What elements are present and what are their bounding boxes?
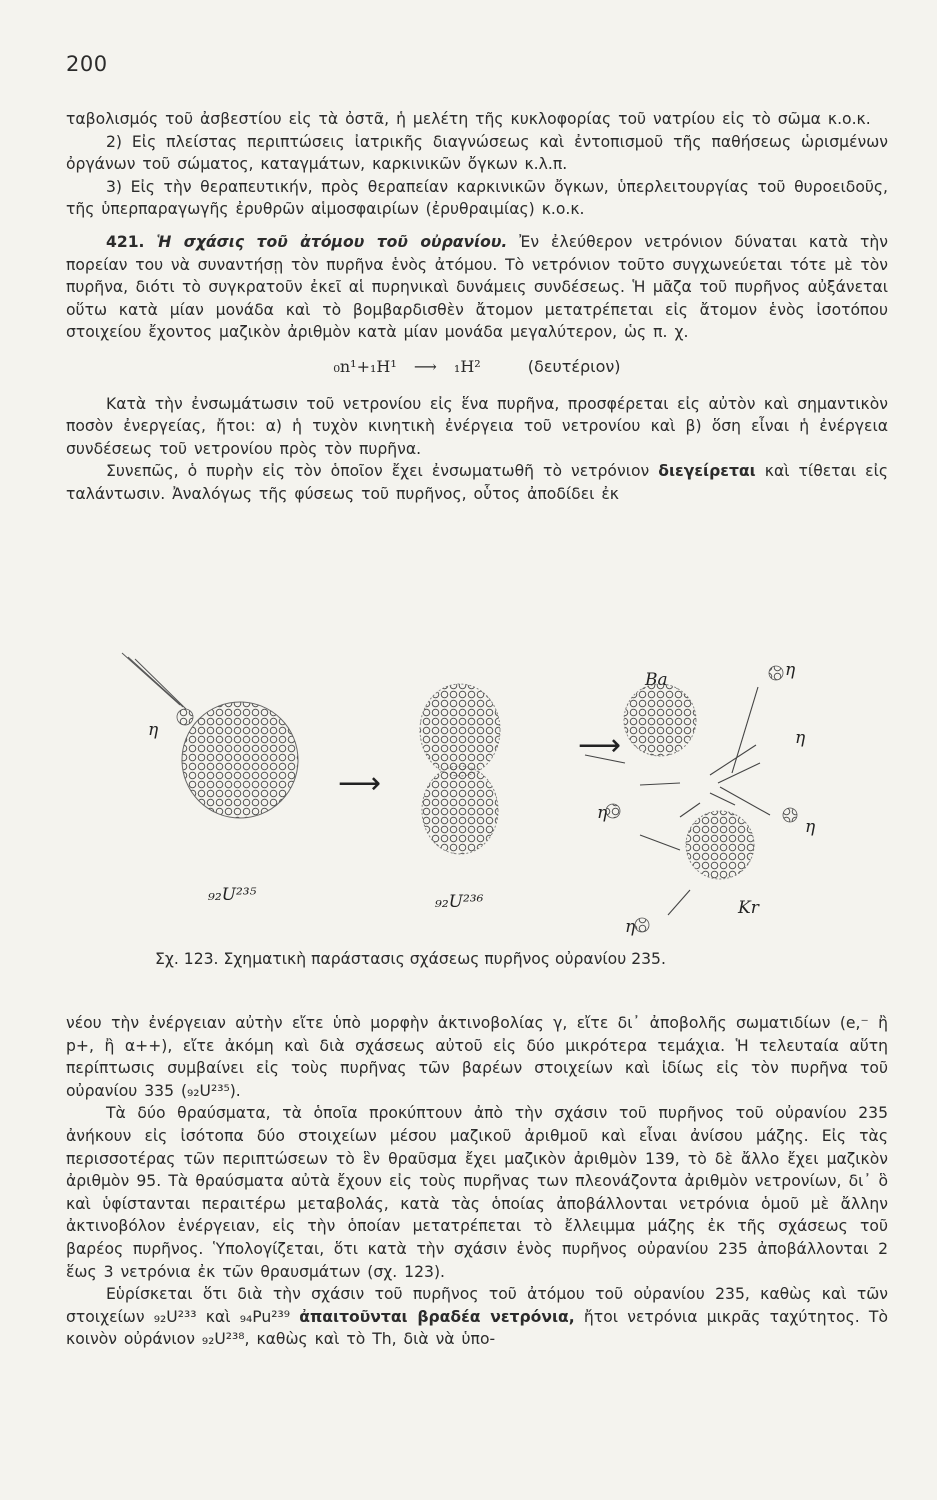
neutron-trail-lines — [122, 653, 186, 709]
label-neutron-4: η — [805, 817, 816, 837]
slow-neutrons-bold: ἀπαιτοῦνται βραδέα νετρόνια, — [299, 1307, 575, 1326]
excitation-text-end: καὶ τίθεται εἰς ταλάντωσιν. Ἀναλόγως τῆς φύσεως τοῦ πυρῆνος, οὗτος ἀποδίδει ἐκ — [66, 462, 888, 503]
text-block-top — [66, 108, 888, 506]
fission-figure — [80, 645, 880, 955]
section-body: Ἐν ἐλεύθερον νετρόνιον δύναται κατὰ τὴν πορείαν του νὰ συναντήσῃ τὸν πυρῆνα ἑνὸς ἀτόμου. Τὸ νετρόνιον τοῦτο συγχωνεύεται τότε μὲ τὸν πυρῆνα, διότι τὸ συγκρατοῦν ἐκεῖ αἱ πυρηνικαὶ δυνάμεις συνδέσεως. Ἡ μᾶζα τοῦ πυρῆνος αὐξάνεται οὕτω κατὰ μίαν μονάδα καὶ τὸ βομβαρδισθὲν ἄτομον μετατρέπεται εἰς ἄτομον ἑνὸς ἰσοτόπου στοιχείου ἔχοντος μαζικὸν ἀριθμὸν κατὰ μίαν μονάδα μεγαλύτερον, ὡς π. χ. — [66, 232, 888, 342]
label-kr: Kr — [738, 898, 759, 918]
figure-caption: Σχ. 123. Σχηματικὴ παράστασις σχάσεως πυρῆνος οὐρανίου 235. — [155, 950, 666, 968]
reaction-formula — [66, 356, 888, 379]
fission-diagram — [80, 645, 880, 955]
incoming-neutron — [177, 709, 193, 725]
formula-lhs: ₀n¹+₁H¹ — [333, 356, 397, 376]
paragraph-energy-release: νέου τὴν ἐνέργειαν αὐτὴν εἴτε ὑπὸ μορφὴν ἀκτινοβολίας γ, εἴτε δι᾿ ἀποβολῆς σωματιδίων (e,⁻ ἢ p+, ἢ α++), εἴτε ἀκόμη καὶ διὰ σχάσεως αὐτοῦ εἰς δύο μικρότερα τεμάχια. Ἡ τελευταία αὕτη περίπτωσις συμβαίνει εἰς τοὺς πυρῆνας τῶν βαρέων στοιχείων καὶ ἰδίως εἰς τὸν πυρῆνα τοῦ οὐρανίου 335 (₉₂U²³⁵). — [66, 1014, 888, 1100]
arrow-2: ⟶ — [578, 728, 622, 763]
krypton-fragment — [686, 811, 754, 879]
section-number: 421. — [106, 232, 145, 251]
label-neutron-1: η — [785, 660, 796, 680]
paragraph-list-2: 2) Εἰς πλείστας περιπτώσεις ἰατρικῆς διαγνώσεως καὶ ἐντοπισμοῦ τῆς παθήσεως ὡρισμένων ὀργάνων τοῦ σώματος, καταγμάτων, καρκινικῶν ὄγκων κ.λ.π. — [66, 132, 888, 174]
uranium-236-nucleus — [420, 684, 500, 854]
label-u236: ₉₂U²³⁶ — [435, 892, 484, 912]
text-block-bottom — [66, 1012, 888, 1351]
section-title: Ἡ σχάσις τοῦ ἀτόμου τοῦ οὐρανίου. — [156, 232, 508, 251]
label-neutron-5: η — [625, 917, 636, 937]
formula-rhs: ₁H² — [453, 356, 481, 376]
formula-note: (δευτέριον) — [527, 356, 621, 376]
slow-neutrons-start: Εὑρίσκεται ὅτι διὰ τὴν σχάσιν τοῦ πυρῆνος τοῦ ἀτόμου τοῦ οὐρανίου 235, καθὼς καὶ τῶν στοιχείων ₉₂U²³³ καὶ ₉₄Pu²³⁹ — [66, 1285, 888, 1326]
page-number: 200 — [66, 52, 108, 76]
section-paragraph — [66, 231, 888, 344]
barium-fragment — [624, 684, 696, 756]
label-ba: Ba — [645, 670, 668, 690]
slow-neutrons-end: ἤτοι νετρόνια μικρᾶς ταχύτητος. Τὸ κοινὸν οὐράνιον ₉₂U²³⁸, καθὼς καὶ τὸ Th, διὰ νὰ ὑπο- — [66, 1307, 888, 1349]
excitation-bold: διεγείρεται — [658, 462, 756, 481]
arrow-1: ⟶ — [338, 766, 382, 801]
paragraph-slow-neutrons — [66, 1283, 888, 1351]
uranium-235-nucleus — [182, 702, 298, 818]
paragraph-continuation: ταβολισμός τοῦ ἀσβεστίου εἰς τὰ ὀστᾶ, ἡ μελέτη τῆς κυκλοφορίας τοῦ νατρίου εἰς τὸ σῶμα κ.ο.κ. — [66, 110, 871, 128]
paragraph-energy: Κατὰ τὴν ἐνσωμάτωσιν τοῦ νετρονίου εἰς ἕνα πυρῆνα, προσφέρεται εἰς αὐτὸν καὶ σημαντικὸν ποσὸν ἐνεργείας, ἤτοι: α) ἡ τυχὸν κινητικὴ ἐνέργεια τοῦ νετρονίου καὶ β) ὅση εἶναι ἡ ἐνέργεια συνδέσεως τοῦ νετρονίου πρὸς τὸν πυρῆνα. — [66, 394, 888, 458]
label-u235: ₉₂U²³⁵ — [208, 885, 257, 905]
excitation-text-start: Συνεπῶς, ὁ πυρὴν εἰς τὸν ὁποῖον ἔχει ἐνσωματωθῆ τὸ νετρόνιον — [106, 462, 650, 481]
formula-arrow: ⟶ — [413, 356, 437, 376]
label-neutron-3: η — [597, 803, 608, 823]
label-neutron-2: η — [795, 728, 806, 748]
paragraph-fragments: Τὰ δύο θραύσματα, τὰ ὁποῖα προκύπτουν ἀπὸ τὴν σχάσιν τοῦ πυρῆνος τοῦ οὐρανίου 235 ἀνήκουν εἰς ἰσότοπα δύο στοιχείων μέσου μαζικοῦ ἀριθμοῦ καὶ εἶναι ἀνίσου μάζης. Εἰς τὰς περισσοτέρας τῶν περιπτώσεων τὸ ἓν θραῦσμα ἔχει μαζικὸν ἀριθμὸν 139, τὸ δὲ ἄλλο ἔχει μαζικὸν ἀριθμὸν 95. Τὰ θραύσματα αὐτὰ ἔχουν εἰς τοὺς πυρῆνας των πλεονάζοντα ἀριθμὸν νετρονίων, δι᾿ ὃ καὶ ὑφίστανται περαιτέρω μεταβολάς, κατὰ τὰς ὁποίας ἀποβάλλονται νετρόνια ὁμοῦ μὲ ἄλλην ἀκτινοβόλον ἐνέργειαν, εἰς τὴν ὁποίαν μετατρέπεται τὸ ἔλλειμμα μάζης ἐκ τῆς σχάσεως τοῦ βαρέος πυρῆνος. Ὑπολογίζεται, ὅτι κατὰ τὴν σχάσιν ἑνὸς πυρῆνος οὐρανίου 235 ἀποβάλλονται 2 ἕως 3 νετρόνια ἐκ τῶν θραυσμάτων (σχ. 123). — [66, 1104, 888, 1281]
paragraph-excitation — [66, 460, 888, 505]
paragraph-list-3: 3) Εἰς τὴν θεραπευτικήν, πρὸς θεραπείαν καρκινικῶν ὄγκων, ὑπερλειτουργίας τοῦ θυροειδοῦς, τῆς ὑπερπαραγωγῆς ἐρυθρῶν αἱμοσφαιρίων (ἐρυθραιμίας) κ.ο.κ. — [66, 177, 888, 219]
label-incoming-neutron: η — [148, 720, 159, 740]
